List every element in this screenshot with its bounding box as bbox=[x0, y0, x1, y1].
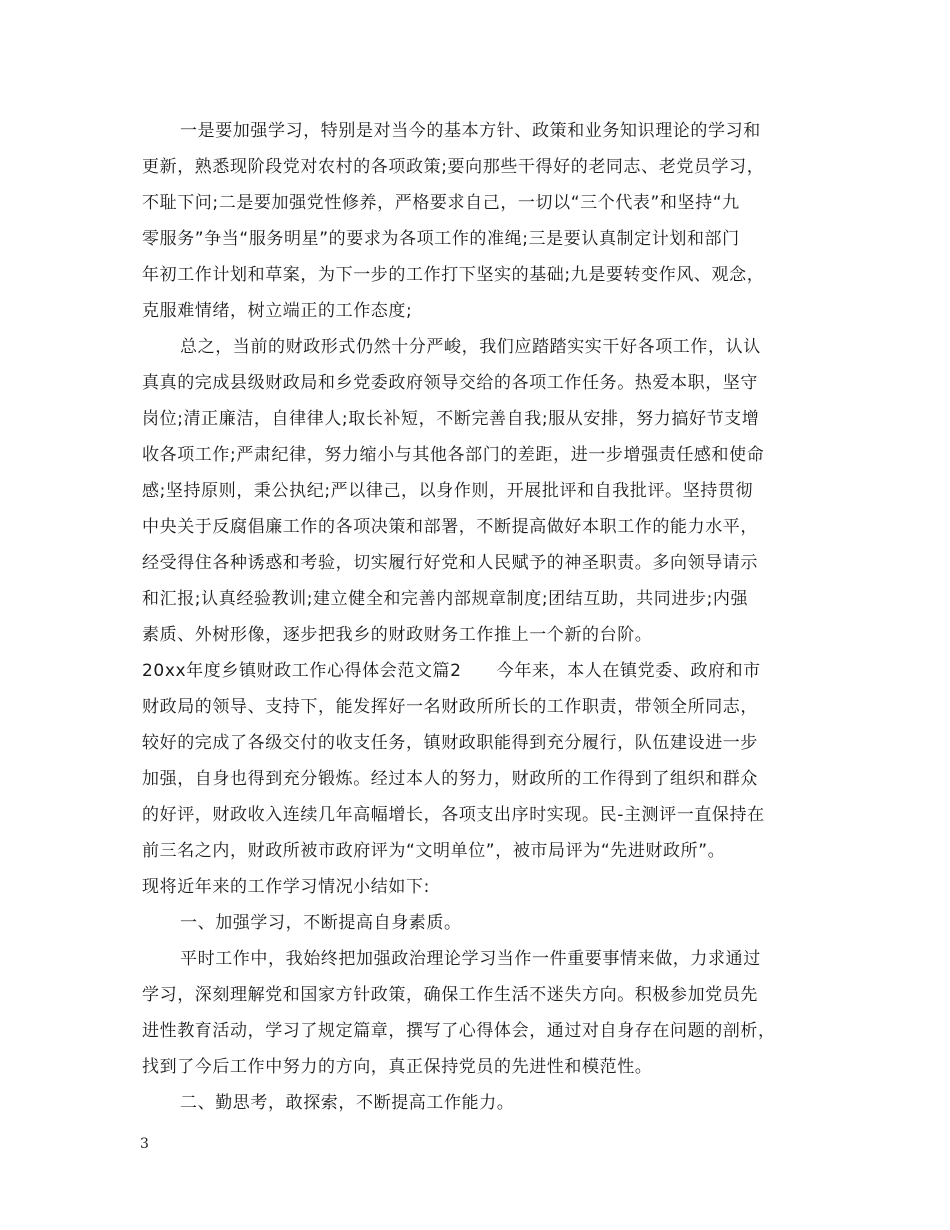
section-heading-line: 20xx年度乡镇财政工作心得体会范文篇2 今年来，本人在镇党委、政府和市 bbox=[142, 661, 761, 681]
text-line: 收各项工作;严肃纪律，努力缩小与其他各部门的差距，进一步增强责任感和使命 bbox=[142, 445, 765, 465]
text-line: 财政局的领导、支持下，能发挥好一名财政所所长的工作职责，带领全所同志， bbox=[142, 697, 758, 717]
text-line: 找到了今后工作中努力的方向，真正保持党员的先进性和模范性。 bbox=[142, 1057, 653, 1077]
text-line: 经受得住各种诱惑和考验，切实履行好党和人民赋予的神圣职责。多向领导请示 bbox=[142, 553, 758, 573]
text-line: 一、加强学习，不断提高自身素质。 bbox=[180, 913, 462, 933]
text-line: 素质、外树形像，逐步把我乡的财政财务工作推上一个新的台阶。 bbox=[142, 625, 653, 645]
text-line: 一是要加强学习，特别是对当今的基本方针、政策和业务知识理论的学习和 bbox=[180, 121, 761, 141]
text-line: 学习，深刻理解党和国家方针政策，确保工作生活不迷失方向。积极参加党员先 bbox=[142, 985, 758, 1005]
document-body bbox=[142, 113, 822, 1121]
text-line: 前三名之内，财政所被市政府评为“文明单位”，被市局评为“先进财政所”。 bbox=[142, 841, 726, 861]
text-line: 更新，熟悉现阶段党对农村的各项政策;要向那些干得好的老同志、老党员学习， bbox=[142, 157, 765, 177]
text-line: 感;坚持原则，秉公执纪;严以律己，以身作则，开展批评和自我批评。坚持贯彻 bbox=[142, 481, 754, 501]
text-line: 真真的完成县级财政局和乡党委政府领导交给的各项工作任务。热爱本职，坚守 bbox=[142, 373, 758, 393]
text-line: 二、勤思考，敢探索，不断提高工作能力。 bbox=[180, 1093, 515, 1113]
text-line: 总之，当前的财政形式仍然十分严峻，我们应踏踏实实干好各项工作，认认 bbox=[180, 337, 761, 357]
text-line: 的好评，财政收入连续几年高幅增长，各项支出序时实现。民-主测评一直保持在 bbox=[142, 805, 765, 825]
text-line: 较好的完成了各级交付的收支任务，镇财政职能得到充分履行，队伍建设进一步 bbox=[142, 733, 758, 753]
text-line: 中央关于反腐倡廉工作的各项决策和部署，不断提高做好本职工作的能力水平， bbox=[142, 517, 758, 537]
text-line: 平时工作中，我始终把加强政治理论学习当作一件重要事情来做，力求通过 bbox=[180, 949, 761, 969]
text-line: 不耻下问;二是要加强党性修养，严格要求自己，一切以“三个代表”和坚持“九 bbox=[142, 193, 740, 213]
text-line: 克服难情绪，树立端正的工作态度; bbox=[142, 301, 413, 321]
text-line: 零服务”争当“服务明星”的要求为各项工作的准绳;三是要认真制定计划和部门 bbox=[142, 229, 740, 249]
text-line: 岗位;清正廉洁，自律律人;取长补短，不断完善自我;服从安排，努力搞好节支增 bbox=[142, 409, 760, 429]
text-line: 和汇报;认真经验教训;建立健全和完善内部规章制度;团结互助，共同进步;内强 bbox=[142, 589, 749, 609]
text-line: 年初工作计划和草案，为下一步的工作打下坚实的基础;九是要转变作风、观念， bbox=[142, 265, 765, 285]
text-line: 现将近年来的工作学习情况小结如下: bbox=[142, 877, 430, 897]
text-line: 加强，自身也得到充分锻炼。经过本人的努力，财政所的工作得到了组织和群众 bbox=[142, 769, 758, 789]
text-line: 进性教育活动，学习了规定篇章，撰写了心得体会，通过对自身存在问题的剖析， bbox=[142, 1021, 776, 1041]
page-number: 3 bbox=[140, 1136, 149, 1152]
